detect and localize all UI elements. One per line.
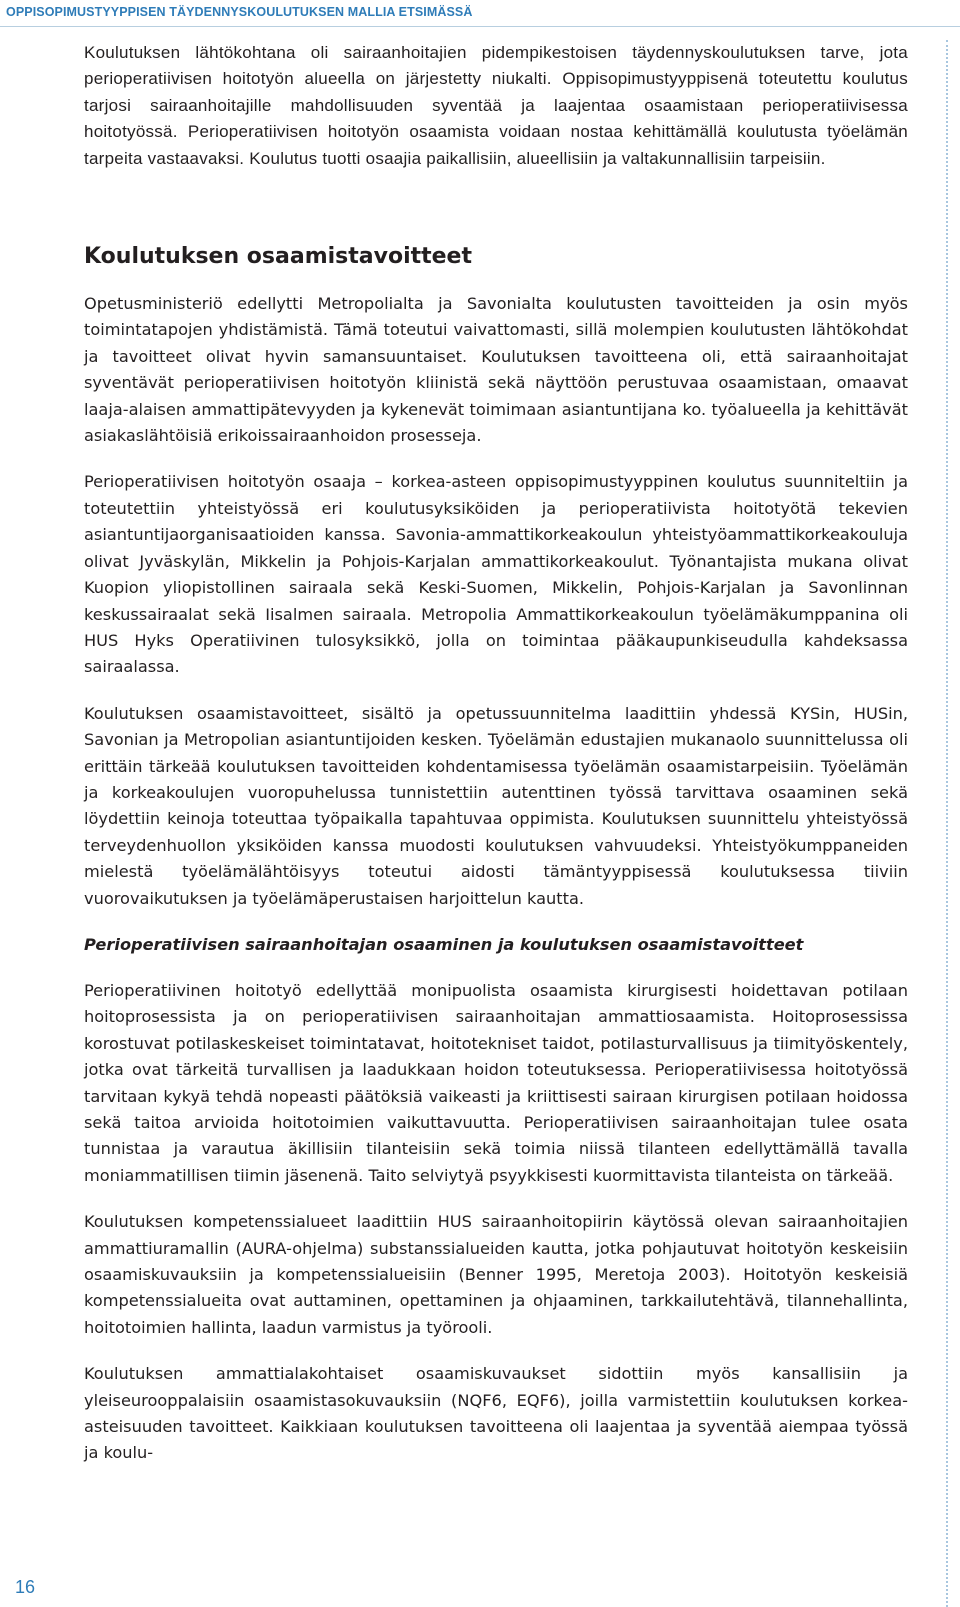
running-header-title: OPPISOPIMUSTYYPPISEN TÄYDENNYSKOULUTUKSEN MALLIA ETSIMÄSSÄ bbox=[6, 5, 473, 19]
subsection-heading: Perioperatiivisen sairaanhoitajan osaaminen ja koulutuksen osaamistavoitteet bbox=[84, 934, 804, 954]
page-number: 16 bbox=[14, 1577, 36, 1597]
running-header bbox=[0, 0, 960, 27]
body-paragraph: Koulutuksen osaamistavoitteet, sisältö ja opetussuunnitelma laadittiin yhdessä KYSin, HUSin, Savonian ja Metropolian asiantuntijoiden kesken. Työelämän edustajien mukanaolo suunnittelussa oli erittäin tärkeää koulutuksen tavoitteiden kohdentamisessa työelämän osaamistarpeisiin. Työelämän ja korkeakoulujen vuoropuhelussa tunnistettiin autenttinen työssä tarvittava osaaminen sekä löydettiin keinoja toteuttaa työpaikalla tapahtuvaa oppimista. Koulutuksen suunnittelu yhteistyössä terveydenhuollon yksiköiden kanssa muodosti koulutuksen vahvuudeksi. Yhteistyökumppaneiden mielestä työelämälähtöisyys toteutui aidosti tämäntyyppisessä koulutuksessa tiiviin vuorovaikutuksen ja työelämäperustaisen harjoittelun kautta. bbox=[84, 703, 908, 908]
body-paragraph: Opetusministeriö edellytti Metropolialta ja Savonialta koulutusten tavoitteiden ja osin myös toimintatapojen yhdistämistä. Tämä toteutui vaivattomasti, sillä molempien koulutusten lähtökohdat ja tavoitteet olivat hyvin samansuuntaiset. Koulutuksen tavoitteena oli, että sairaanhoitajat syventävät perioperatiivisen hoitotyön kliinistä sekä näyttöön perustuvaa osaamistaan, omaavat laaja-alaisen ammattipätevyyden ja kykenevät toimimaan asiantuntijana ko. työalueella ja kehittävät asiakaslähtöisiä erikoissairaanhoidon prosesseja. bbox=[84, 294, 908, 446]
right-margin-dotted-rule bbox=[946, 40, 948, 1607]
body-paragraph: Koulutuksen kompetenssialueet laadittiin HUS sairaanhoitopiirin käytössä olevan sairaanhoitajien ammattiuramallin (AURA-ohjelma) substanssialueiden kautta, jotka pohjautuvat hoitotyön keskeisiin osaamiskuvauksiin ja kompetenssialueisiin (Benner 1995, Meretoja 2003). Hoitotyön keskeisiä kompetenssialueita ovat auttaminen, opettaminen ja ohjaaminen, tarkkailutehtävä, tilannehallinta, hoitotoimien hallinta, laadun varmistus ja työrooli. bbox=[84, 1212, 908, 1337]
body-paragraph: Perioperatiivisen hoitotyön osaaja – korkea-asteen oppisopimustyyppinen koulutus suunniteltiin ja toteutettiin yhteistyössä eri koulutusyksiköiden ja perioperatiivista hoitotyötä tekevien asiantuntijaorganisaatioiden kanssa. Savonia-ammattikorkeakoulun yhteistyöammattikorkeakouluja olivat Jyväskylän, Mikkelin ja Pohjois-Karjalan ammattikorkeakoulut. Työnantajista mukana olivat Kuopion yliopistollinen sairaala sekä Keski-Suomen, Mikkelin, Pohjois-Karjalan ja Savonlinnan keskussairaalat sekä Iisalmen sairaala. Metropolia Ammattikorkeakoulun työelämäkumppanina oli HUS Hyks Operatiivinen tulosyksikkö, jolla on toimintaa pääkaupunkiseudulla kahdeksassa sairaalassa. bbox=[84, 472, 908, 677]
body-paragraph: Koulutuksen ammattialakohtaiset osaamiskuvaukset sidottiin myös kansallisiin ja yleiseurooppalaisiin osaamistasokuvauksiin (NQF6, EQF6), joilla varmistettiin koulutuksen korkea-asteisuuden tavoitteet. Kaikkiaan koulutuksen tavoitteena oli laajentaa ja syventää aiempaa työssä ja koulu- bbox=[84, 1364, 908, 1463]
intro-paragraph: Koulutuksen lähtökohtana oli sairaanhoitajien pidempikestoisen täydennyskoulutuksen tarve, jota perioperatiivisen hoitotyön alueella on järjestetty niukalti. Oppisopimustyyppisenä toteutettu koulutus tarjosi sairaanhoitajille mahdollisuuden syventää ja laajentaa osaamistaan perioperatiivisessa hoitotyössä. Perioperatiivisen hoitotyön osaamista voidaan nostaa kehittämällä koulutusta työelämän tarpeita vastaavaksi. Koulutus tuotti osaajia paikallisiin, alueellisiin ja valtakunnallisiin tarpeisiin. bbox=[84, 43, 908, 168]
body-paragraph: Perioperatiivinen hoitotyö edellyttää monipuolista osaamista kirurgisesti hoidettavan potilaan hoitoprosessista ja on perioperatiivisen sairaanhoitajan ammattiosaamista. Hoitoprosessissa korostuvat potilaskeskeiset toimintatavat, hoitotekniset taidot, potilasturvallisuus ja tiimityöskentely, jotka ovat tärkeitä turvallisen ja laadukkaan hoidon toteutuksessa. Perioperatiivisessa hoitotyössä tarvitaan kykyä tehdä nopeasti päätöksiä vaikeasti ja kriittisesti sairaan kirurgisen potilaan hoidossa sekä taitoa arvioida hoitotoimien vaikuttavuutta. Perioperatiivisen sairaanhoitajan tulee osata tunnistaa ja varautua äkillisiin tilanteisiin sekä toimia niissä tilanteen edellyttämällä tavalla moniammatillisen tiimin jäsenenä. Taito selviytyä psyykkisesti kuormittavista tilanteista on tärkeää. bbox=[84, 980, 908, 1185]
page-body bbox=[84, 40, 908, 1467]
section-heading: Koulutuksen osaamistavoitteet bbox=[84, 244, 472, 270]
